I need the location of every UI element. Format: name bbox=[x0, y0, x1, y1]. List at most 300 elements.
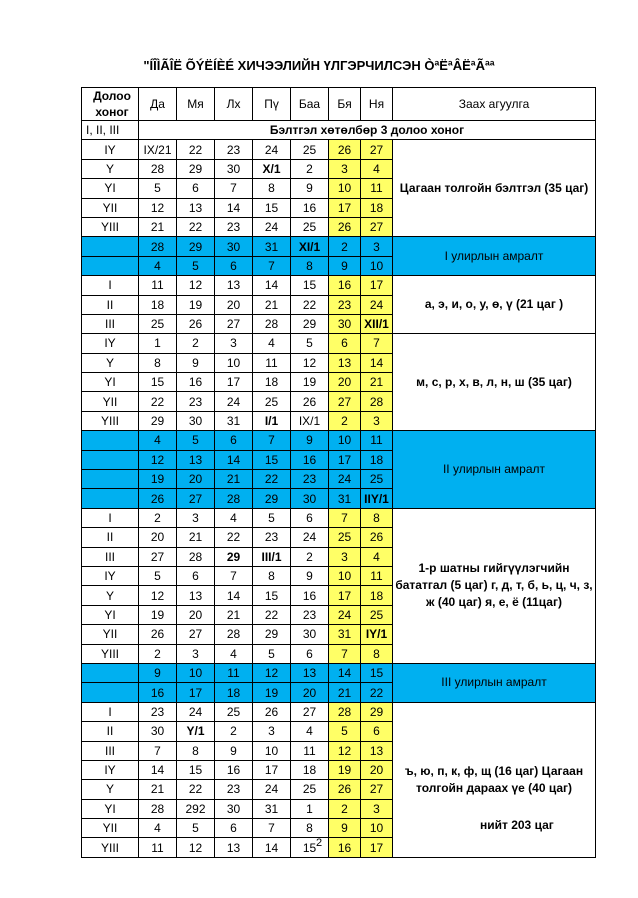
day-cell: 10 bbox=[361, 256, 393, 275]
day-cell: 7 bbox=[215, 179, 253, 198]
day-cell: 4 bbox=[361, 547, 393, 566]
day-cell: 14 bbox=[329, 663, 361, 682]
day-cell: 5 bbox=[177, 431, 215, 450]
day-cell: 24 bbox=[361, 295, 393, 314]
week-number: III bbox=[82, 314, 139, 333]
day-cell: 15 bbox=[291, 276, 329, 295]
week-row bbox=[82, 276, 596, 295]
holiday-label: I улирлын амралт bbox=[393, 237, 596, 276]
day-cell: 12 bbox=[139, 198, 177, 217]
week-number: IY bbox=[82, 566, 139, 585]
day-cell: 7 bbox=[139, 741, 177, 760]
day-cell: 24 bbox=[177, 702, 215, 721]
day-cell: 30 bbox=[215, 799, 253, 818]
day-cell: 28 bbox=[139, 237, 177, 256]
day-cell: 25 bbox=[291, 140, 329, 159]
topic-cell: ъ, ю, п, к, ф, щ (16 цаг) Цагаан толгойн дараах үе (40 цаг) bbox=[393, 702, 596, 857]
day-cell: 12 bbox=[139, 586, 177, 605]
day-cell: 28 bbox=[215, 489, 253, 508]
day-cell: 29 bbox=[253, 625, 291, 644]
day-cell: 15 bbox=[177, 760, 215, 779]
day-cell: 12 bbox=[177, 838, 215, 857]
day-cell: 11 bbox=[361, 179, 393, 198]
day-cell: 23 bbox=[215, 217, 253, 236]
day-cell: 26 bbox=[291, 392, 329, 411]
day-cell: 4 bbox=[139, 256, 177, 275]
day-cell: 26 bbox=[329, 780, 361, 799]
day-cell: 18 bbox=[291, 760, 329, 779]
week-number: III bbox=[82, 547, 139, 566]
day-cell: 26 bbox=[361, 528, 393, 547]
day-cell: 13 bbox=[361, 741, 393, 760]
day-cell: 29 bbox=[253, 489, 291, 508]
day-cell: 8 bbox=[253, 179, 291, 198]
day-cell: 19 bbox=[177, 295, 215, 314]
page-number: 2 bbox=[315, 837, 323, 849]
day-cell: 29 bbox=[215, 547, 253, 566]
day-cell: 16 bbox=[177, 373, 215, 392]
day-cell: 14 bbox=[253, 838, 291, 857]
day-cell: 30 bbox=[215, 237, 253, 256]
day-cell: 28 bbox=[139, 159, 177, 178]
week-row bbox=[82, 508, 596, 527]
day-cell: 20 bbox=[361, 760, 393, 779]
week-number: YI bbox=[82, 799, 139, 818]
day-cell: 12 bbox=[329, 741, 361, 760]
day-cell: 2 bbox=[177, 334, 215, 353]
day-cell: 22 bbox=[253, 605, 291, 624]
week-number: YII bbox=[82, 198, 139, 217]
week-number bbox=[82, 450, 139, 469]
day-cell: 13 bbox=[177, 198, 215, 217]
day-cell: 11 bbox=[139, 276, 177, 295]
day-cell: 21 bbox=[139, 780, 177, 799]
day-cell: 18 bbox=[361, 198, 393, 217]
week-number bbox=[82, 489, 139, 508]
week-number bbox=[82, 237, 139, 256]
day-cell: 16 bbox=[139, 683, 177, 702]
topic-cell: м, с, р, х, в, л, н, ш (35 цаг) bbox=[393, 334, 596, 431]
day-cell: 13 bbox=[177, 450, 215, 469]
day-cell: 5 bbox=[139, 566, 177, 585]
day-cell: 27 bbox=[329, 392, 361, 411]
day-cell: 9 bbox=[329, 256, 361, 275]
day-cell: 23 bbox=[215, 140, 253, 159]
day-cell: 15 bbox=[291, 838, 329, 857]
review-text: Бэлтгэл хөтөлбөр 3 долоо хоног bbox=[139, 121, 596, 140]
day-cell: 2 bbox=[291, 547, 329, 566]
day-cell: 3 bbox=[177, 644, 215, 663]
day-cell: 15 bbox=[253, 198, 291, 217]
day-cell: 8 bbox=[139, 353, 177, 372]
week-number bbox=[82, 256, 139, 275]
day-cell: 24 bbox=[329, 470, 361, 489]
day-cell: 3 bbox=[177, 508, 215, 527]
day-cell: 3 bbox=[329, 547, 361, 566]
day-cell: 31 bbox=[253, 237, 291, 256]
day-cell: 11 bbox=[291, 741, 329, 760]
week-row bbox=[82, 140, 596, 159]
day-cell: 21 bbox=[177, 528, 215, 547]
day-cell: 21 bbox=[215, 605, 253, 624]
week-number: Y bbox=[82, 159, 139, 178]
day-cell: 13 bbox=[215, 838, 253, 857]
day-cell: 1 bbox=[139, 334, 177, 353]
day-cell: 10 bbox=[253, 741, 291, 760]
day-cell: 21 bbox=[361, 373, 393, 392]
week-row bbox=[82, 334, 596, 353]
day-cell: 25 bbox=[253, 392, 291, 411]
header-week: Долоо хоног bbox=[82, 88, 139, 121]
day-cell: 15 bbox=[253, 450, 291, 469]
header-day: Пү bbox=[253, 88, 291, 121]
day-cell: 17 bbox=[177, 683, 215, 702]
day-cell: 23 bbox=[291, 470, 329, 489]
day-cell: 14 bbox=[215, 198, 253, 217]
week-number: YIII bbox=[82, 217, 139, 236]
day-cell: 10 bbox=[215, 353, 253, 372]
day-cell: 2 bbox=[291, 159, 329, 178]
day-cell: 17 bbox=[361, 838, 393, 857]
day-cell: 16 bbox=[291, 450, 329, 469]
day-cell: 27 bbox=[215, 314, 253, 333]
day-cell: 26 bbox=[329, 140, 361, 159]
day-cell: 8 bbox=[361, 508, 393, 527]
holiday-label: III улирлын амралт bbox=[393, 663, 596, 702]
day-cell: I/1 bbox=[253, 411, 291, 430]
day-cell: 6 bbox=[329, 334, 361, 353]
day-cell: 12 bbox=[253, 663, 291, 682]
week-number: III bbox=[82, 741, 139, 760]
day-cell: 26 bbox=[329, 217, 361, 236]
day-cell: 27 bbox=[177, 489, 215, 508]
day-cell: 19 bbox=[253, 683, 291, 702]
day-cell: 26 bbox=[177, 314, 215, 333]
week-number bbox=[82, 431, 139, 450]
week-number: IY bbox=[82, 140, 139, 159]
day-cell: 14 bbox=[361, 353, 393, 372]
total-hours: нийт 203 цаг bbox=[480, 818, 554, 832]
day-cell: 2 bbox=[215, 722, 253, 741]
day-cell: 6 bbox=[215, 256, 253, 275]
day-cell: 9 bbox=[291, 566, 329, 585]
header-row bbox=[82, 88, 596, 121]
day-cell: 20 bbox=[329, 373, 361, 392]
day-cell: 24 bbox=[215, 392, 253, 411]
day-cell: 25 bbox=[291, 780, 329, 799]
day-cell: 11 bbox=[215, 663, 253, 682]
day-cell: 3 bbox=[361, 799, 393, 818]
day-cell: 3 bbox=[253, 722, 291, 741]
week-number: II bbox=[82, 722, 139, 741]
week-number: YII bbox=[82, 392, 139, 411]
topic-cell: а, э, и, о, у, ө, ү (21 цаг ) bbox=[393, 276, 596, 334]
day-cell: 9 bbox=[291, 179, 329, 198]
week-row bbox=[82, 702, 596, 721]
week-number bbox=[82, 663, 139, 682]
day-cell: 29 bbox=[361, 702, 393, 721]
day-cell: 13 bbox=[329, 353, 361, 372]
day-cell: IX/1 bbox=[291, 411, 329, 430]
day-cell: 10 bbox=[177, 663, 215, 682]
day-cell: 17 bbox=[215, 373, 253, 392]
day-cell: 30 bbox=[215, 159, 253, 178]
day-cell: 9 bbox=[329, 819, 361, 838]
day-cell: 27 bbox=[139, 547, 177, 566]
day-cell: 28 bbox=[361, 392, 393, 411]
day-cell: 25 bbox=[329, 528, 361, 547]
day-cell: 19 bbox=[329, 760, 361, 779]
day-cell: 13 bbox=[291, 663, 329, 682]
day-cell: 4 bbox=[361, 159, 393, 178]
day-cell: 30 bbox=[177, 411, 215, 430]
review-row bbox=[82, 121, 596, 140]
topic-cell: Цагаан толгойн бэлтгэл (35 цаг) bbox=[393, 140, 596, 237]
day-cell: 28 bbox=[215, 625, 253, 644]
week-number: YII bbox=[82, 819, 139, 838]
document-title: "ÍÎÌÃÎË ÕÝËÍÈÉ ХИЧЭЭЛИЙН ҮЛГЭРЧИЛСЭН ÒªËªÂËªÃªª bbox=[143, 58, 495, 73]
day-cell: 8 bbox=[291, 819, 329, 838]
day-cell: III/1 bbox=[253, 547, 291, 566]
review-weeks: I, II, III bbox=[82, 121, 139, 140]
day-cell: 17 bbox=[329, 198, 361, 217]
day-cell: 7 bbox=[253, 819, 291, 838]
day-cell: 15 bbox=[253, 586, 291, 605]
day-cell: 25 bbox=[139, 314, 177, 333]
day-cell: 4 bbox=[291, 722, 329, 741]
week-number: II bbox=[82, 295, 139, 314]
day-cell: 3 bbox=[215, 334, 253, 353]
day-cell: 16 bbox=[215, 760, 253, 779]
day-cell: 3 bbox=[329, 159, 361, 178]
day-cell: 6 bbox=[291, 644, 329, 663]
week-number: I bbox=[82, 276, 139, 295]
day-cell: 10 bbox=[329, 179, 361, 198]
day-cell: 23 bbox=[253, 528, 291, 547]
day-cell: 17 bbox=[329, 586, 361, 605]
day-cell: 27 bbox=[361, 217, 393, 236]
day-cell: 18 bbox=[361, 586, 393, 605]
day-cell: 8 bbox=[291, 256, 329, 275]
day-cell: 14 bbox=[139, 760, 177, 779]
day-cell: 25 bbox=[361, 605, 393, 624]
day-cell: 26 bbox=[139, 625, 177, 644]
day-cell: 9 bbox=[177, 353, 215, 372]
week-number: Y bbox=[82, 586, 139, 605]
week-number: YI bbox=[82, 605, 139, 624]
day-cell: 24 bbox=[329, 605, 361, 624]
day-cell: 23 bbox=[215, 780, 253, 799]
day-cell: 27 bbox=[361, 780, 393, 799]
header-topic: Заах агуулга bbox=[393, 88, 596, 121]
day-cell: 5 bbox=[177, 819, 215, 838]
day-cell: 14 bbox=[215, 586, 253, 605]
week-number: YI bbox=[82, 179, 139, 198]
week-number: YI bbox=[82, 373, 139, 392]
day-cell: IY/1 bbox=[361, 625, 393, 644]
day-cell: 5 bbox=[291, 334, 329, 353]
day-cell: 6 bbox=[215, 431, 253, 450]
day-cell: 5 bbox=[253, 644, 291, 663]
day-cell: 29 bbox=[177, 159, 215, 178]
holiday-label: II улирлын амралт bbox=[393, 431, 596, 509]
day-cell: 6 bbox=[361, 722, 393, 741]
day-cell: 30 bbox=[291, 625, 329, 644]
week-number: IY bbox=[82, 334, 139, 353]
day-cell: 18 bbox=[139, 295, 177, 314]
day-cell: XI/1 bbox=[291, 237, 329, 256]
day-cell: 30 bbox=[139, 722, 177, 741]
day-cell: 18 bbox=[253, 373, 291, 392]
day-cell: 25 bbox=[215, 702, 253, 721]
day-cell: 23 bbox=[139, 702, 177, 721]
day-cell: 17 bbox=[329, 450, 361, 469]
day-cell: XII/1 bbox=[361, 314, 393, 333]
day-cell: 10 bbox=[329, 566, 361, 585]
day-cell: 28 bbox=[177, 547, 215, 566]
day-cell: 2 bbox=[139, 644, 177, 663]
week-number: YIII bbox=[82, 411, 139, 430]
day-cell: 3 bbox=[361, 237, 393, 256]
week-number: YIII bbox=[82, 644, 139, 663]
holiday-row bbox=[82, 431, 596, 450]
day-cell: 12 bbox=[291, 353, 329, 372]
day-cell: 7 bbox=[215, 566, 253, 585]
day-cell: 2 bbox=[139, 508, 177, 527]
header-day: Бя bbox=[329, 88, 361, 121]
day-cell: 4 bbox=[215, 508, 253, 527]
day-cell: 13 bbox=[177, 586, 215, 605]
day-cell: Y/1 bbox=[177, 722, 215, 741]
day-cell: 5 bbox=[253, 508, 291, 527]
day-cell: 27 bbox=[177, 625, 215, 644]
week-number: YII bbox=[82, 625, 139, 644]
day-cell: 26 bbox=[139, 489, 177, 508]
day-cell: 27 bbox=[361, 140, 393, 159]
day-cell: 25 bbox=[291, 217, 329, 236]
header-day: Да bbox=[139, 88, 177, 121]
day-cell: 3 bbox=[361, 411, 393, 430]
day-cell: 14 bbox=[253, 276, 291, 295]
day-cell: 23 bbox=[329, 295, 361, 314]
day-cell: 15 bbox=[139, 373, 177, 392]
day-cell: 27 bbox=[291, 702, 329, 721]
week-number: II bbox=[82, 528, 139, 547]
week-number: Y bbox=[82, 353, 139, 372]
day-cell: 6 bbox=[177, 566, 215, 585]
day-cell: 31 bbox=[329, 489, 361, 508]
day-cell: 16 bbox=[291, 198, 329, 217]
day-cell: 17 bbox=[361, 276, 393, 295]
day-cell: IX/21 bbox=[139, 140, 177, 159]
day-cell: 2 bbox=[329, 237, 361, 256]
day-cell: 28 bbox=[253, 314, 291, 333]
day-cell: 4 bbox=[139, 431, 177, 450]
day-cell: 10 bbox=[329, 431, 361, 450]
day-cell: 7 bbox=[329, 644, 361, 663]
day-cell: 6 bbox=[291, 508, 329, 527]
day-cell: 22 bbox=[177, 217, 215, 236]
day-cell: 26 bbox=[253, 702, 291, 721]
day-cell: 20 bbox=[177, 470, 215, 489]
day-cell: 16 bbox=[329, 276, 361, 295]
day-cell: 8 bbox=[177, 741, 215, 760]
day-cell: 20 bbox=[291, 683, 329, 702]
day-cell: IIY/1 bbox=[361, 489, 393, 508]
day-cell: 24 bbox=[253, 217, 291, 236]
header-day: Баа bbox=[291, 88, 329, 121]
day-cell: 7 bbox=[253, 431, 291, 450]
day-cell: 9 bbox=[291, 431, 329, 450]
day-cell: 19 bbox=[139, 470, 177, 489]
day-cell: 10 bbox=[361, 819, 393, 838]
day-cell: 7 bbox=[329, 508, 361, 527]
week-number: YIII bbox=[82, 838, 139, 857]
week-number: Y bbox=[82, 780, 139, 799]
week-number bbox=[82, 470, 139, 489]
holiday-row bbox=[82, 237, 596, 256]
day-cell: 8 bbox=[253, 566, 291, 585]
week-number: I bbox=[82, 702, 139, 721]
day-cell: 11 bbox=[253, 353, 291, 372]
header-day: Лх bbox=[215, 88, 253, 121]
day-cell: 6 bbox=[215, 819, 253, 838]
day-cell: 9 bbox=[139, 663, 177, 682]
day-cell: 13 bbox=[215, 276, 253, 295]
day-cell: 22 bbox=[177, 140, 215, 159]
day-cell: 9 bbox=[215, 741, 253, 760]
day-cell: 6 bbox=[177, 179, 215, 198]
day-cell: 24 bbox=[291, 528, 329, 547]
day-cell: 22 bbox=[253, 470, 291, 489]
day-cell: 4 bbox=[139, 819, 177, 838]
day-cell: 18 bbox=[215, 683, 253, 702]
day-cell: 31 bbox=[253, 799, 291, 818]
day-cell: 15 bbox=[361, 663, 393, 682]
header-day: Ня bbox=[361, 88, 393, 121]
day-cell: 29 bbox=[139, 411, 177, 430]
day-cell: 29 bbox=[177, 237, 215, 256]
day-cell: 11 bbox=[139, 838, 177, 857]
day-cell: 7 bbox=[361, 334, 393, 353]
day-cell: 23 bbox=[177, 392, 215, 411]
week-number: IY bbox=[82, 760, 139, 779]
day-cell: 14 bbox=[215, 450, 253, 469]
week-number: I bbox=[82, 508, 139, 527]
day-cell: 12 bbox=[177, 276, 215, 295]
day-cell: 22 bbox=[177, 780, 215, 799]
day-cell: 31 bbox=[329, 625, 361, 644]
day-cell: 30 bbox=[291, 489, 329, 508]
day-cell: 5 bbox=[139, 179, 177, 198]
day-cell: 30 bbox=[329, 314, 361, 333]
day-cell: 28 bbox=[329, 702, 361, 721]
day-cell: 8 bbox=[361, 644, 393, 663]
day-cell: 21 bbox=[215, 470, 253, 489]
day-cell: 4 bbox=[215, 644, 253, 663]
day-cell: 5 bbox=[329, 722, 361, 741]
day-cell: 17 bbox=[253, 760, 291, 779]
day-cell: 24 bbox=[253, 140, 291, 159]
day-cell: 2 bbox=[329, 799, 361, 818]
day-cell: 20 bbox=[177, 605, 215, 624]
day-cell: 16 bbox=[291, 586, 329, 605]
day-cell: 25 bbox=[361, 470, 393, 489]
day-cell: 19 bbox=[291, 373, 329, 392]
day-cell: 21 bbox=[329, 683, 361, 702]
topic-cell: 1-р шатны гийгүүлэгчийн бататгал (5 цаг) г, д, т, б, ь, ц, ч, з, ж (40 цаг) я, е, ё (11цаг) bbox=[393, 508, 596, 663]
day-cell: 4 bbox=[253, 334, 291, 353]
